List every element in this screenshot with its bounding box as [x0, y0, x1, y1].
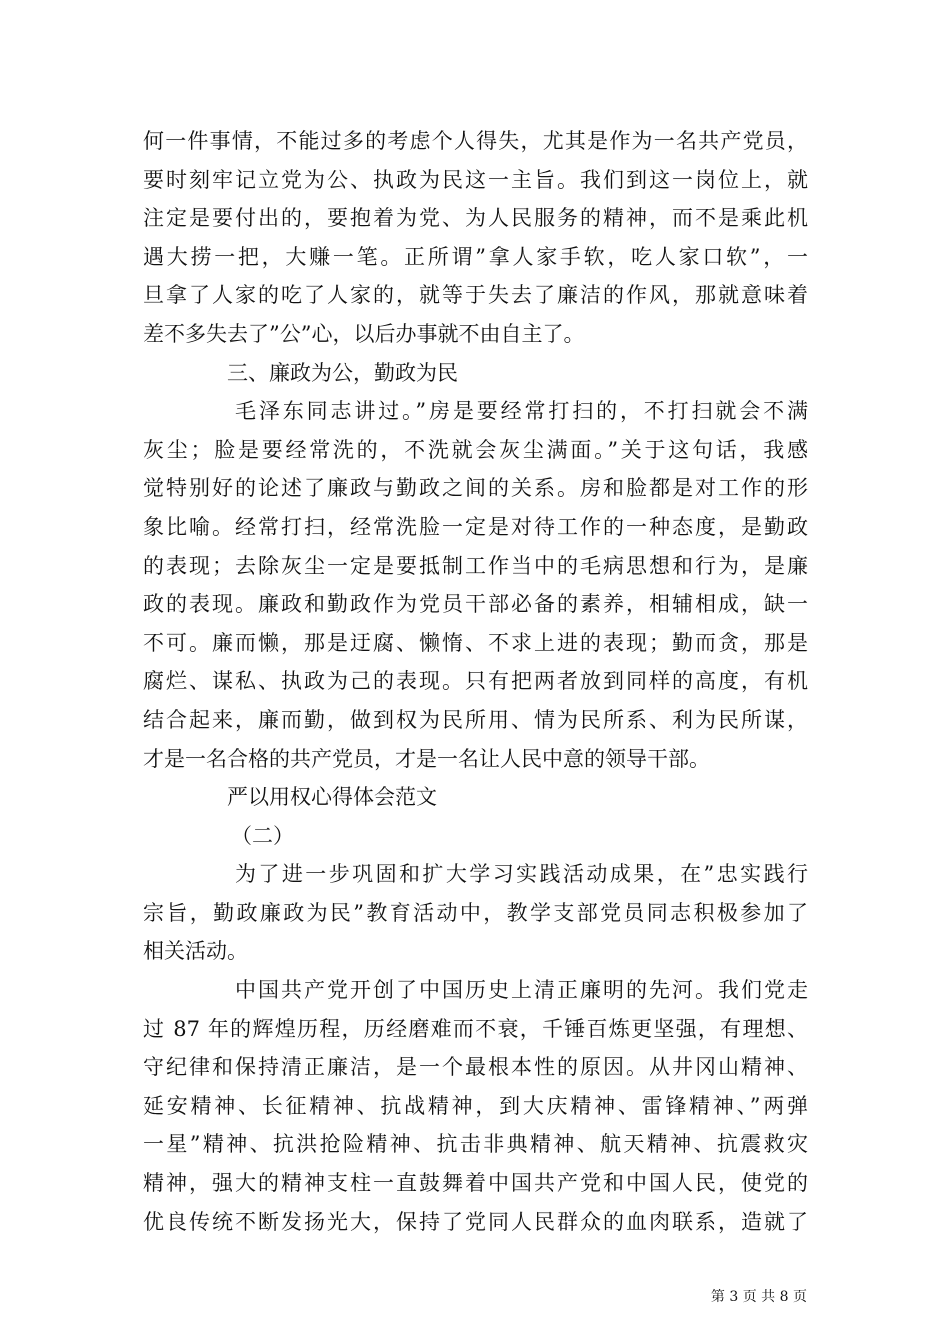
- article-subtitle: （二）: [231, 823, 294, 848]
- text-line: 宗旨，勤政廉政为民”教育活动中，教学支部党员同志积极参加了: [143, 900, 808, 925]
- text-line: 灰尘；脸是要经常洗的，不洗就会灰尘满面。”关于这句话，我感: [143, 437, 808, 462]
- text-line: 遇大捞一把，大赚一笔。正所谓”拿人家手软，吃人家口软”，一: [143, 244, 808, 269]
- text-line: 毛泽东同志讲过。”房是要经常打扫的，不打扫就会不满: [235, 399, 808, 424]
- text-line: 优良传统不断发扬光大，保持了党同人民群众的血肉联系，造就了: [143, 1209, 808, 1234]
- text-line: 的表现；去除灰尘一定是要抵制工作当中的毛病思想和行为，是廉: [143, 553, 808, 578]
- text-line: 守纪律和保持清正廉洁，是一个最根本性的原因。从井冈山精神、: [143, 1055, 808, 1080]
- text-line: 腐烂、谋私、执政为己的表现。只有把两者放到同样的高度，有机: [143, 669, 808, 694]
- text-line: 注定是要付出的，要抱着为党、为人民服务的精神，而不是乘此机: [143, 206, 808, 231]
- text-line: 象比喻。经常打扫，经常洗脸一定是对待工作的一种态度，是勤政: [143, 514, 808, 539]
- text-line: 旦拿了人家的吃了人家的，就等于失去了廉洁的作风，那就意味着: [143, 283, 808, 308]
- article-title: 严以用权心得体会范文: [227, 785, 437, 810]
- text-line: 结合起来，廉而勤，做到权为民所用、情为民所系、利为民所谋，: [143, 707, 808, 732]
- section-heading: 三、廉政为公，勤政为民: [227, 360, 458, 385]
- text-line: 要时刻牢记立党为公、执政为民这一主旨。我们到这一岗位上，就: [143, 167, 808, 192]
- text-line: 一星”精神、抗洪抢险精神、抗击非典精神、航天精神、抗震救灾: [143, 1132, 808, 1157]
- text-line: 为了进一步巩固和扩大学习实践活动成果，在”忠实践行: [235, 862, 808, 887]
- text-line: 觉特别好的论述了廉政与勤政之间的关系。房和脸都是对工作的形: [143, 476, 808, 501]
- body-text: [143, 122, 808, 1241]
- text-line: 相关活动。: [143, 939, 248, 964]
- text-line: 不可。廉而懒，那是迂腐、懒惰、不求上进的表现；勤而贪，那是: [143, 630, 808, 655]
- text-line: 政的表现。廉政和勤政作为党员干部必备的素养，相辅相成，缺一: [143, 592, 808, 617]
- text-line: 何一件事情，不能过多的考虑个人得失，尤其是作为一名共产党员，: [143, 129, 808, 153]
- text-line: 过 87 年的辉煌历程，历经磨难而不衰，千锤百炼更坚强，有理想、: [143, 1016, 808, 1041]
- text-line: 差不多失去了”公”心，以后办事就不由自主了。: [143, 321, 585, 346]
- text-line: 延安精神、长征精神、抗战精神，到大庆精神、雷锋精神、”两弹: [143, 1093, 808, 1118]
- text-line: 中国共产党开创了中国历史上清正廉明的先河。我们党走: [235, 978, 808, 1003]
- text-line: 精神，强大的精神支柱一直鼓舞着中国共产党和中国人民，使党的: [143, 1171, 808, 1196]
- text-line: 才是一名合格的共产党员，才是一名让人民中意的领导干部。: [143, 746, 710, 771]
- page-number-footer: 第 3 页 共 8 页: [710, 1289, 807, 1305]
